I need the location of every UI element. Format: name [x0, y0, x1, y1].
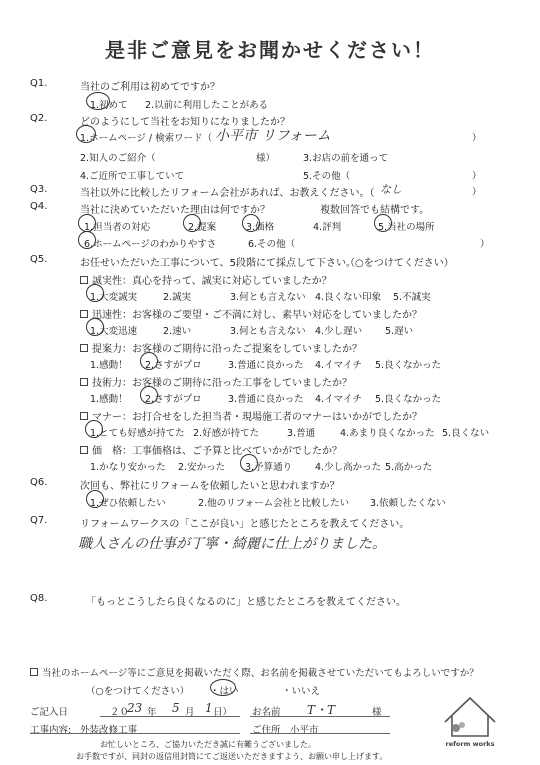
q2-close-paren: ） — [472, 133, 482, 144]
q5-item-1-label: 誠実性：真心を持って、誠実に対応していましたか？ — [80, 272, 332, 287]
q5-item-5-opt-5[interactable]: 5.良くない — [442, 428, 490, 439]
q5-item-4-opt-5[interactable]: 5.良くなかった — [375, 394, 442, 405]
q5-item-4-opt-1[interactable]: 1.感動！ — [90, 394, 128, 405]
q2-option-3[interactable]: 3.お店の前を通って — [303, 153, 389, 164]
consent-yes[interactable]: ・はい — [210, 686, 239, 697]
q5-item-2-opt-3[interactable]: 3.何とも言えない — [230, 326, 306, 337]
q5-item-2-opt-4[interactable]: 4.少し遅い — [315, 326, 363, 337]
q5-item-5-circle — [85, 420, 103, 438]
q1-number: Q1. — [30, 78, 48, 89]
q5-note: （○をつけてください） — [345, 258, 454, 269]
q7-text: リフォームワークスの「ここが良い」と感じたところを教えてください。 — [80, 519, 410, 530]
work-value: 外装改修工事 — [80, 725, 138, 736]
q5-item-3-circle — [140, 352, 158, 370]
q5-item-4-label: 技術力：お客様のご期待に沿った工事をしていましたか？ — [80, 374, 352, 389]
q5-item-4-opt-4[interactable]: 4.イマイチ — [315, 394, 362, 405]
q4-option-7[interactable]: 6.その他（ — [248, 239, 296, 250]
q4-circle-3 — [242, 214, 260, 232]
q2-option-5[interactable]: 5.その他（ — [303, 171, 351, 182]
q5-item-1-opt-4[interactable]: 4.良くない印象 — [315, 292, 382, 303]
q5-item-3-opt-1[interactable]: 1.感動！ — [90, 360, 128, 371]
name-label: お名前 — [252, 707, 281, 718]
q7-number: Q7. — [30, 515, 48, 526]
q2-close-paren-2: ） — [472, 171, 482, 182]
logo-text: reform works — [445, 740, 495, 748]
q5-item-6-opt-2[interactable]: 2.安かった — [178, 462, 226, 473]
q5-item-2-opt-1[interactable]: 1.大変迅速 — [90, 326, 138, 337]
date-era: ２０ — [110, 707, 130, 718]
q4-close-paren: ） — [480, 239, 490, 250]
q7-handwritten-answer: 職人さんの仕事が丁寧・綺麗に仕上がりました。 — [78, 536, 386, 552]
reform-works-logo — [440, 692, 500, 752]
q4-number: Q4. — [30, 201, 48, 212]
q8-number: Q8. — [30, 593, 48, 604]
q5-item-5-opt-2[interactable]: 2.好感が持てた — [193, 428, 260, 439]
q4-circle-1 — [78, 214, 96, 232]
house-logo-icon — [440, 692, 500, 742]
q5-item-3-opt-2[interactable]: 2.さすがプロ — [145, 360, 202, 371]
q6-number: Q6. — [30, 477, 48, 488]
q2-option-4[interactable]: 4.ご近所で工事していて — [80, 171, 185, 182]
q4-note: 複数回答でも結構です。 — [320, 205, 430, 216]
q5-item-1-opt-2[interactable]: 2.誠実 — [163, 292, 192, 303]
q6-text: 次回も、弊社にリフォームを依頼したいと思われますか？ — [80, 481, 340, 492]
q5-item-6-opt-4[interactable]: 4.少し高かった — [315, 462, 382, 473]
q5-item-3-opt-3[interactable]: 3.普通に良かった — [228, 360, 304, 371]
q2-text: どのようにして当社をお知りになりましたか？ — [80, 117, 290, 128]
q3-number: Q3. — [30, 184, 48, 195]
name-underline — [250, 716, 390, 717]
q5-text: お任せいただいた工事について、5段階にて採点して下さい。 — [80, 258, 356, 269]
name-suffix: 様 — [372, 707, 382, 718]
q1-selected-circle — [86, 92, 110, 110]
q1-text: 当社のご利用は初めてですか？ — [80, 82, 220, 93]
address-label: ご住所 — [252, 725, 281, 736]
date-label: ご記入日 — [30, 707, 69, 718]
q5-item-4-circle — [140, 386, 158, 404]
q4-circle-6 — [78, 231, 96, 249]
q4-option-6[interactable]: 6.ホームページのわかりやすさ — [84, 239, 217, 250]
q3-close-paren: ） — [472, 187, 482, 198]
q5-item-2-circle — [86, 318, 104, 336]
q3-answer: なし — [380, 183, 402, 196]
q2-search-answer: 小平市 リフォーム — [215, 128, 331, 144]
q5-item-5-opt-1[interactable]: 1.とても好感が持てた — [90, 428, 185, 439]
date-underline — [100, 716, 240, 717]
q5-item-6-opt-3[interactable]: 3.予算通り — [245, 462, 293, 473]
q5-item-1-opt-5[interactable]: 5.不誠実 — [393, 292, 431, 303]
q4-circle-2 — [183, 214, 201, 232]
q8-text: 「もっとこうしたら良くなるのに」と感じたところを教えてください。 — [86, 597, 406, 608]
q5-item-1-opt-1[interactable]: 1.大変誠実 — [90, 292, 138, 303]
q5-item-6-label: 価 格：工事価格は、ご予算と比べていかがでしたか？ — [80, 442, 342, 457]
q5-item-4-opt-3[interactable]: 3.普通に良かった — [228, 394, 304, 405]
q5-item-2-opt-5[interactable]: 5.遅い — [385, 326, 414, 337]
q5-item-4-opt-2[interactable]: 2.さすがプロ — [145, 394, 202, 405]
q5-item-6-circle — [240, 454, 258, 472]
consent-yes-circle — [210, 679, 236, 696]
q5-item-5-label: マナー：お打合せをした担当者・現場施工者のマナーはいかがでしたか？ — [80, 408, 422, 423]
date-day: 1 — [205, 701, 213, 715]
q2-option-1[interactable]: 1.ホームページ / 検索ワード（ — [80, 133, 213, 144]
q4-option-2[interactable]: 2.提案 — [188, 222, 217, 233]
q6-circle — [86, 490, 104, 508]
q6-option-1[interactable]: 1.ぜひ依頼したい — [90, 498, 166, 509]
q5-item-6-opt-1[interactable]: 1.かなり安かった — [90, 462, 166, 473]
q4-text: 当社に決めていただいた理由は何ですか？ — [80, 205, 270, 216]
q5-item-6-opt-5[interactable]: 5.高かった — [385, 462, 433, 473]
q4-option-5[interactable]: 5.当社の場所 — [378, 222, 435, 233]
q5-item-2-opt-2[interactable]: 2.速い — [163, 326, 192, 337]
q5-item-1-opt-3[interactable]: 3.何とも言えない — [230, 292, 306, 303]
q6-option-2[interactable]: 2.他のリフォーム会社と比較したい — [198, 498, 350, 509]
date-day-suffix: 日） — [213, 707, 233, 718]
q4-circle-5 — [374, 214, 392, 232]
q4-option-1[interactable]: 1.担当者の対応 — [84, 222, 151, 233]
q5-item-5-opt-3[interactable]: 3.普通 — [287, 428, 316, 439]
q2-option-2-suffix: 様） — [256, 153, 276, 164]
q1-option-1[interactable]: 1.初めて — [90, 100, 128, 111]
date-month: 5 — [172, 701, 180, 715]
q5-item-3-label: 提案力：お客様のご期待に沿ったご提案をしていましたか？ — [80, 340, 362, 355]
consent-text: 当社のホームページ等にご意見を掲載いただく際、お名前を掲載させていただいてもよろしいですか？ — [30, 665, 479, 679]
q5-item-3-opt-5[interactable]: 5.良くなかった — [375, 360, 442, 371]
q6-option-3[interactable]: 3.依頼したくない — [370, 498, 446, 509]
name-value: T・T — [307, 703, 336, 717]
date-month-suffix: 月 — [185, 707, 195, 718]
q2-selected-circle — [76, 125, 96, 143]
q5-item-1-circle — [86, 284, 104, 302]
q5-item-2-label: 迅速性：お客様のご要望・ご不満に対し、素早い対応をしていましたか？ — [80, 306, 422, 321]
thanks-line-2: お手数ですが、同封の返信用封筒にてご返送いただきますよう、お願い申し上げます。 — [76, 752, 388, 761]
q1-option-2[interactable]: 2.以前に利用したことがある — [145, 100, 269, 111]
address-underline — [250, 733, 390, 734]
q5-item-3-opt-4[interactable]: 4.イマイチ — [315, 360, 362, 371]
page-title: 是非ご意見をお聞かせください！ — [105, 38, 435, 62]
consent-note: （○をつけてください） — [86, 686, 190, 697]
q4-option-4[interactable]: 4.評判 — [313, 222, 342, 233]
date-year: 23 — [127, 701, 143, 715]
q2-option-2[interactable]: 2.知人のご紹介（ — [80, 153, 156, 164]
date-year-suffix: 年 — [147, 707, 157, 718]
work-underline — [30, 733, 240, 734]
q3-text: 当社以外に比較したリフォーム会社があれば、お教えください。（ — [80, 188, 375, 199]
q5-number: Q5. — [30, 254, 48, 265]
work-label: 工事内容: — [30, 725, 72, 736]
thanks-line-1: お忙しいところ、ご協力いただき誠に有難うございました。 — [100, 740, 316, 749]
q5-item-5-opt-4[interactable]: 4.あまり良くなかった — [340, 428, 435, 439]
q2-number: Q2. — [30, 113, 48, 124]
consent-no[interactable]: ・いいえ — [282, 686, 321, 697]
address-value: 小平市 — [290, 725, 319, 736]
q4-option-3[interactable]: 3.価格 — [246, 222, 275, 233]
